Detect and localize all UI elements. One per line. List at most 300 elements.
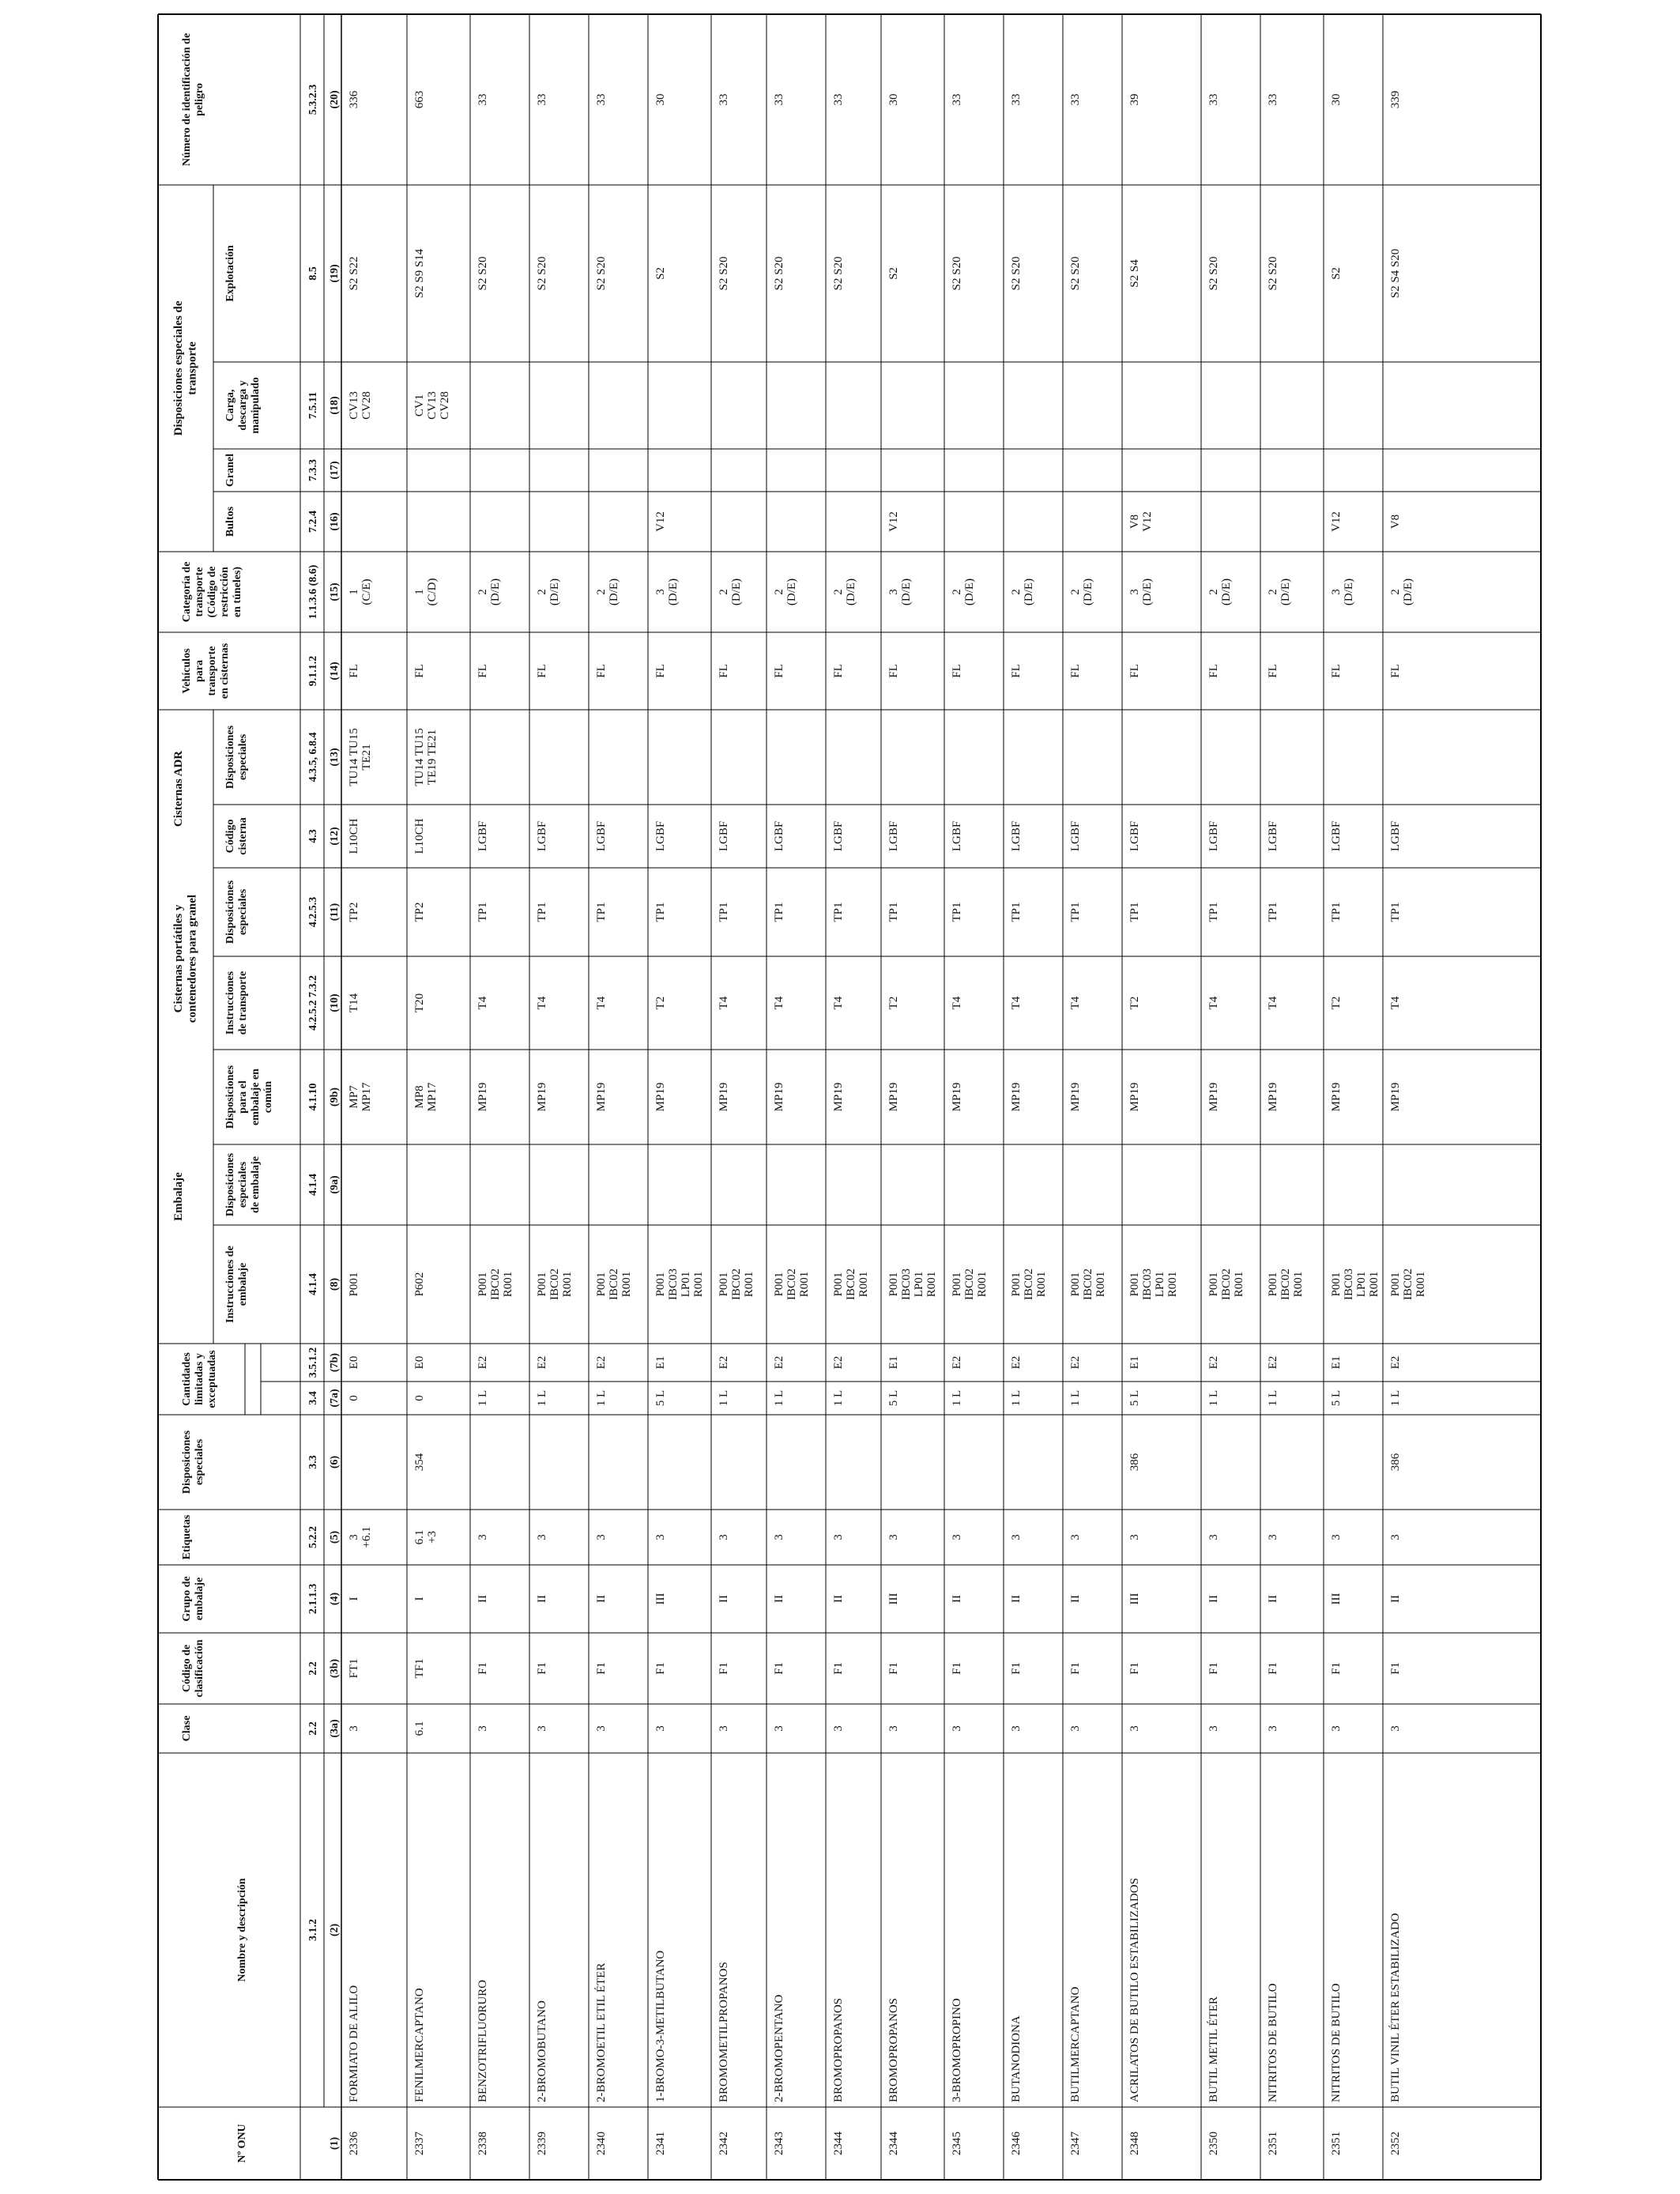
cell-lq: 1 L (595, 1389, 608, 1407)
ref-c19: 8.5 (307, 266, 319, 281)
group-header-disposiciones_transporte: Disposiciones especiales detransporte (172, 300, 199, 436)
cell-codigo: F1 (1267, 1662, 1279, 1675)
cell-cod_cist: LGBF (1389, 820, 1402, 852)
cell-onu: 2344 (832, 2132, 845, 2155)
cell-eq: E1 (887, 1355, 900, 1370)
column-header-c13: Disposicionesespeciales (224, 725, 249, 790)
cell-cod_cist: LGBF (832, 820, 845, 852)
cell-instr_transp: T2 (1128, 996, 1141, 1010)
ref-c15: 1.1.3.6 (8.6) (307, 564, 319, 620)
cell-cod_cist: LGBF (887, 820, 900, 852)
cell-onu: 2342 (718, 2132, 730, 2155)
column-header-c11: Disposicionesespeciales (224, 880, 249, 944)
cell-instr_emb: P001IBC02R001 (951, 1268, 989, 1301)
cell-eq: E2 (718, 1355, 730, 1370)
cell-nombre: BENZOTRIFLUORURO (477, 1979, 489, 2102)
cell-categoria: 2(D/E) (1069, 578, 1094, 606)
cell-instr_emb: P001IBC02R001 (773, 1268, 811, 1301)
cell-instr_emb: P001IBC03LP01R001 (887, 1268, 938, 1301)
cell-disp_cist: TP1 (1207, 902, 1220, 922)
cell-bultos: V8V12 (1128, 511, 1154, 532)
cell-cod_cist: LGBF (654, 820, 667, 852)
cell-explot: S2 S9 S14 (413, 248, 426, 299)
cell-explot: S2 S20 (832, 256, 845, 291)
cell-instr_transp: T20 (413, 993, 426, 1013)
cell-peligro: 33 (773, 93, 785, 106)
column-header-c8: Instrucciones deembalaje (224, 1246, 249, 1323)
ref-c3a: 2.2 (307, 1721, 319, 1736)
column-header-c18: Carga,descarga ymanipulado (224, 377, 262, 434)
ref-c5: 5.2.2 (307, 1526, 319, 1548)
cell-grupo: III (1128, 1593, 1141, 1605)
ref-c14: 9.1.1.2 (307, 655, 319, 687)
ref-c7a: 3.4 (307, 1391, 319, 1405)
cell-onu: 2351 (1267, 2132, 1279, 2155)
colnum-c20: (20) (329, 90, 341, 109)
ref-c16: 7.2.4 (307, 511, 319, 533)
cell-codigo: F1 (654, 1662, 667, 1675)
cell-emb_comun: MP19 (832, 1082, 845, 1112)
cell-emb_comun: MP19 (536, 1082, 548, 1112)
column-header-c15: Categoría detransporte(Código derestricciónen túneles) (181, 561, 243, 623)
cell-explot: S2 (887, 267, 900, 280)
cell-grupo: I (413, 1596, 426, 1601)
cell-emb_comun: MP19 (1010, 1082, 1023, 1112)
column-header-c4: Grupo deembalaje (181, 1576, 205, 1622)
column-header-c1: Nº ONU (236, 2124, 248, 2163)
colnum-c12: (12) (329, 827, 341, 846)
cell-instr_emb: P001IBC02R001 (1207, 1268, 1245, 1301)
ref-c3b: 2.2 (307, 1661, 319, 1676)
group-header-embalaje: Embalaje (172, 1172, 185, 1221)
cell-eq: E2 (536, 1355, 548, 1370)
column-header-c12: Códigocisterna (224, 817, 249, 855)
cell-categoria: 2(D/E) (1010, 578, 1035, 606)
cell-lq: 1 L (951, 1389, 963, 1407)
cell-clase: 3 (1069, 1725, 1082, 1732)
cell-codigo: F1 (477, 1662, 489, 1675)
cell-categoria: 2(D/E) (595, 578, 620, 606)
cell-lq: 1 L (1267, 1389, 1279, 1407)
cell-onu: 2346 (1010, 2132, 1023, 2155)
cell-vehiculos: FL (654, 664, 667, 678)
cell-lq: 1 L (1389, 1389, 1402, 1407)
cell-disp: 386 (1389, 1453, 1402, 1472)
cell-disp_cist: TP1 (654, 902, 667, 922)
cell-grupo: II (773, 1595, 785, 1603)
cell-peligro: 30 (887, 93, 900, 106)
cell-categoria: 2(D/E) (1267, 578, 1292, 606)
cell-onu: 2336 (348, 2132, 360, 2155)
cell-lq: 1 L (477, 1389, 489, 1407)
cell-cod_cist: LGBF (1267, 820, 1279, 852)
cell-vehiculos: FL (951, 664, 963, 678)
cell-peligro: 33 (832, 93, 845, 106)
cell-eq: E2 (1069, 1355, 1082, 1370)
colnum-c17: (17) (329, 461, 341, 480)
cell-codigo: FT1 (348, 1658, 360, 1679)
cell-categoria: 2(D/E) (773, 578, 798, 606)
cell-grupo: II (1389, 1595, 1402, 1603)
cell-instr_transp: T4 (1267, 996, 1279, 1010)
cell-instr_emb: P001IBC02R001 (718, 1268, 755, 1301)
cell-clase: 3 (718, 1725, 730, 1732)
cell-etiquetas: 3 (1267, 1534, 1279, 1540)
cell-nombre: 2-BROMOPENTANO (773, 1994, 785, 2102)
cell-grupo: II (595, 1595, 608, 1603)
cell-instr_transp: T4 (1069, 996, 1082, 1010)
cell-etiquetas: 3+6.1 (348, 1526, 373, 1548)
cell-disp_cist: TP1 (718, 902, 730, 922)
cell-bultos: V12 (887, 511, 900, 532)
cell-clase: 3 (951, 1725, 963, 1732)
cell-grupo: III (1330, 1593, 1343, 1605)
cell-disp_adr: TU14 TU15TE21 (348, 728, 373, 786)
ref-c10: 4.2.5.2 7.3.2 (307, 975, 319, 1031)
cell-emb_comun: MP19 (595, 1082, 608, 1112)
cell-onu: 2345 (951, 2132, 963, 2155)
ref-c9b: 4.1.10 (307, 1083, 319, 1111)
cell-peligro: 33 (718, 93, 730, 106)
cell-onu: 2343 (773, 2132, 785, 2155)
cell-emb_comun: MP19 (1128, 1082, 1141, 1112)
cell-emb_comun: MP19 (477, 1082, 489, 1112)
colnum-c3a: (3a) (329, 1719, 341, 1738)
cell-peligro: 30 (654, 93, 667, 106)
cell-nombre: BROMOMETILPROPANOS (718, 1962, 730, 2102)
cell-emb_comun: MP19 (1389, 1082, 1402, 1112)
cell-disp: 354 (413, 1453, 426, 1472)
cell-onu: 2351 (1330, 2132, 1343, 2155)
cell-codigo: F1 (1069, 1662, 1082, 1675)
cell-disp_cist: TP2 (413, 902, 426, 922)
cell-instr_emb: P001IBC02R001 (477, 1268, 514, 1301)
cell-etiquetas: 3 (1128, 1534, 1141, 1540)
cell-codigo: TF1 (413, 1658, 426, 1679)
cell-categoria: 1(C/E) (348, 579, 373, 605)
cell-nombre: BUTILMERCAPTANO (1069, 1986, 1082, 2102)
cell-explot: S2 S20 (718, 256, 730, 291)
cell-lq: 1 L (718, 1389, 730, 1407)
cell-eq: E1 (1330, 1355, 1343, 1370)
cell-instr_emb: P001 (348, 1272, 360, 1297)
cell-explot: S2 (654, 267, 667, 280)
cell-explot: S2 S20 (1267, 256, 1279, 291)
cell-vehiculos: FL (1389, 664, 1402, 678)
cell-grupo: II (718, 1595, 730, 1603)
cell-disp_cist: TP1 (1010, 902, 1023, 922)
cell-etiquetas: 3 (1389, 1534, 1402, 1540)
cell-lq: 1 L (1069, 1389, 1082, 1407)
cell-categoria: 3(D/E) (1128, 578, 1154, 606)
cell-explot: S2 S20 (477, 256, 489, 291)
cell-instr_transp: T4 (477, 996, 489, 1010)
cell-disp_cist: TP1 (1267, 902, 1279, 922)
cell-emb_comun: MP19 (1207, 1082, 1220, 1112)
cell-categoria: 2(D/E) (1389, 578, 1414, 606)
cell-disp_cist: TP1 (536, 902, 548, 922)
cell-vehiculos: FL (536, 664, 548, 678)
cell-instr_emb: P001IBC02R001 (1267, 1268, 1305, 1301)
cell-codigo: F1 (1330, 1662, 1343, 1675)
cell-categoria: 2(D/E) (1207, 578, 1233, 606)
cell-categoria: 3(D/E) (1330, 578, 1355, 606)
cell-bultos: V12 (1330, 511, 1343, 532)
cell-peligro: 33 (1207, 93, 1220, 106)
cell-grupo: II (1267, 1595, 1279, 1603)
cell-cod_cist: LGBF (1330, 820, 1343, 852)
cell-instr_transp: T4 (536, 996, 548, 1010)
cell-bultos: V8 (1389, 514, 1402, 530)
cell-grupo: II (832, 1595, 845, 1603)
cell-eq: E2 (595, 1355, 608, 1370)
cell-codigo: F1 (595, 1662, 608, 1675)
cell-clase: 3 (477, 1725, 489, 1732)
cell-instr_transp: T4 (773, 996, 785, 1010)
cell-codigo: F1 (718, 1662, 730, 1675)
cell-vehiculos: FL (477, 664, 489, 678)
cell-categoria: 2(D/E) (536, 578, 561, 606)
cell-clase: 3 (1267, 1725, 1279, 1732)
ref-c11: 4.2.5.3 (307, 896, 319, 928)
cell-clase: 3 (832, 1725, 845, 1732)
cell-instr_transp: T2 (654, 996, 667, 1010)
column-header-c20: Número de identificación depeligro (181, 32, 205, 167)
cell-vehiculos: FL (1267, 664, 1279, 678)
cell-nombre: ACRILATOS DE BUTILO ESTABILIZADOS (1128, 1878, 1141, 2102)
cell-lq: 1 L (1207, 1389, 1220, 1407)
cell-nombre: BUTANODIONA (1010, 2015, 1023, 2102)
cell-lq: 1 L (536, 1389, 548, 1407)
cell-peligro: 339 (1389, 90, 1402, 109)
ref-c12: 4.3 (307, 829, 319, 843)
colnum-c9a: (9a) (329, 1175, 341, 1194)
cell-categoria: 2(D/E) (477, 578, 502, 606)
cell-eq: E0 (413, 1355, 426, 1370)
cell-onu: 2339 (536, 2132, 548, 2155)
cell-grupo: II (1207, 1595, 1220, 1603)
cell-peligro: 33 (1069, 93, 1082, 106)
cell-clase: 3 (654, 1725, 667, 1732)
column-header-c2: Nombre y descripción (236, 1878, 248, 1982)
cell-instr_emb: P001IBC03LP01R001 (654, 1268, 705, 1301)
cell-clase: 3 (1207, 1725, 1220, 1732)
cell-cod_cist: LGBF (1069, 820, 1082, 852)
cell-codigo: F1 (1207, 1662, 1220, 1675)
cell-lq: 0 (348, 1395, 360, 1401)
column-header-c6: Disposicionesespeciales (181, 1430, 205, 1495)
cell-nombre: 2-BROMOBUTANO (536, 2000, 548, 2102)
colnum-c15: (15) (329, 582, 341, 601)
cell-etiquetas: 3 (536, 1534, 548, 1540)
colnum-c14: (14) (329, 662, 341, 680)
cell-bultos: V12 (654, 511, 667, 532)
cell-peligro: 39 (1128, 93, 1141, 106)
cell-peligro: 33 (1267, 93, 1279, 106)
cell-nombre: 2-BROMOETIL ETIL ÉTER (595, 1962, 608, 2102)
column-header-c3a: Clase (181, 1715, 193, 1742)
cell-categoria: 3(D/E) (887, 578, 913, 606)
cell-explot: S2 S4 S20 (1389, 248, 1402, 299)
column-header-c19: Explotación (224, 245, 236, 302)
cell-cod_cist: LGBF (951, 820, 963, 852)
colnum-c11: (11) (329, 903, 341, 922)
cell-onu: 2347 (1069, 2132, 1082, 2155)
column-header-c14: Vehículosparatransporteen cisternas (181, 643, 231, 699)
cell-etiquetas: 3 (951, 1534, 963, 1540)
cell-vehiculos: FL (413, 664, 426, 678)
cell-onu: 2340 (595, 2132, 608, 2155)
cell-disp_cist: TP1 (477, 902, 489, 922)
cell-etiquetas: 3 (773, 1534, 785, 1540)
cell-disp_cist: TP1 (1389, 902, 1402, 922)
cell-etiquetas: 3 (887, 1534, 900, 1540)
cell-explot: S2 S20 (1010, 256, 1023, 291)
cell-carga: CV1CV13CV28 (413, 391, 451, 420)
cell-instr_emb: P001IBC02R001 (1069, 1268, 1107, 1301)
colnum-c10: (10) (329, 993, 341, 1012)
cell-clase: 3 (595, 1725, 608, 1732)
cell-lq: 5 L (1330, 1389, 1343, 1407)
cell-explot: S2 (1330, 267, 1343, 280)
ref-c2: 3.1.2 (307, 1919, 319, 1941)
cell-emb_comun: MP19 (1069, 1082, 1082, 1112)
cell-cod_cist: LGBF (1010, 820, 1023, 852)
cell-clase: 3 (348, 1725, 360, 1732)
ref-c9a: 4.1.4 (307, 1174, 319, 1196)
cell-codigo: F1 (832, 1662, 845, 1675)
cell-etiquetas: 3 (718, 1534, 730, 1540)
cell-vehiculos: FL (773, 664, 785, 678)
cell-eq: E2 (1207, 1355, 1220, 1370)
cell-lq: 5 L (1128, 1389, 1141, 1407)
cell-cod_cist: LGBF (773, 820, 785, 852)
cell-disp_cist: TP1 (1330, 902, 1343, 922)
cell-peligro: 33 (1010, 93, 1023, 106)
cell-lq: 1 L (1010, 1389, 1023, 1407)
cell-disp_cist: TP1 (773, 902, 785, 922)
colnum-c18: (18) (329, 396, 341, 415)
ref-c4: 2.1.1.3 (307, 1583, 319, 1615)
cell-clase: 3 (536, 1725, 548, 1732)
cell-grupo: I (348, 1596, 360, 1601)
cell-emb_comun: MP19 (1330, 1082, 1343, 1112)
cell-peligro: 33 (477, 93, 489, 106)
cell-peligro: 33 (536, 93, 548, 106)
colnum-c4: (4) (329, 1592, 341, 1606)
cell-eq: E1 (654, 1355, 667, 1370)
cell-grupo: III (654, 1593, 667, 1605)
cell-vehiculos: FL (1010, 664, 1023, 678)
cell-emb_comun: MP19 (654, 1082, 667, 1112)
cell-nombre: FENILMERCAPTANO (413, 1988, 426, 2102)
cell-lq: 0 (413, 1395, 426, 1401)
column-header-c7: Cantidadeslimitadas yexceptuadas (181, 1350, 218, 1408)
cell-eq: E2 (1389, 1355, 1402, 1370)
cell-instr_emb: P001IBC02R001 (1010, 1268, 1048, 1301)
colnum-c13: (13) (329, 748, 341, 767)
cell-etiquetas: 3 (1330, 1534, 1343, 1540)
cell-onu: 2350 (1207, 2132, 1220, 2155)
cell-cod_cist: LGBF (595, 820, 608, 852)
cell-categoria: 2(D/E) (951, 578, 976, 606)
column-header-c5: Etiquetas (181, 1514, 193, 1560)
cell-nombre: NITRITOS DE BUTILO (1267, 1983, 1279, 2102)
cell-instr_emb: P001IBC03LP01R001 (1128, 1268, 1179, 1301)
cell-clase: 3 (773, 1725, 785, 1732)
cell-eq: E2 (773, 1355, 785, 1370)
cell-instr_emb: P602 (413, 1272, 426, 1297)
column-header-c3b: Código declasificación (181, 1639, 205, 1698)
cell-grupo: II (1010, 1595, 1023, 1603)
cell-etiquetas: 3 (1207, 1534, 1220, 1540)
cell-instr_emb: P001IBC02R001 (832, 1268, 870, 1301)
cell-eq: E2 (1267, 1355, 1279, 1370)
cell-emb_comun: MP7MP17 (348, 1082, 373, 1112)
colnum-c16: (16) (329, 512, 341, 531)
cell-explot: S2 S4 (1128, 259, 1141, 288)
cell-peligro: 663 (413, 90, 426, 109)
cell-cod_cist: LGBF (536, 820, 548, 852)
cell-instr_transp: T4 (1207, 996, 1220, 1010)
cell-carga: CV13CV28 (348, 391, 373, 420)
cell-peligro: 33 (595, 93, 608, 106)
cell-nombre: FORMIATO DE ALILO (348, 1985, 360, 2102)
cell-eq: E0 (348, 1355, 360, 1370)
cell-emb_comun: MP19 (718, 1082, 730, 1112)
cell-codigo: F1 (773, 1662, 785, 1675)
colnum-c9b: (9b) (329, 1087, 341, 1107)
cell-vehiculos: FL (832, 664, 845, 678)
cell-categoria: 1(C/D) (413, 578, 439, 606)
cell-clase: 6.1 (413, 1721, 426, 1736)
column-header-c10: Instruccionesde transporte (224, 971, 249, 1035)
cell-instr_transp: T4 (718, 996, 730, 1010)
cell-vehiculos: FL (1207, 664, 1220, 678)
cell-nombre: NITRITOS DE BUTILO (1330, 1983, 1343, 2102)
cell-instr_transp: T2 (887, 996, 900, 1010)
cell-emb_comun: MP19 (951, 1082, 963, 1112)
colnum-c5: (5) (329, 1530, 341, 1544)
cell-emb_comun: MP19 (1267, 1082, 1279, 1112)
cell-disp_cist: TP1 (1128, 902, 1141, 922)
ref-c18: 7.5.11 (307, 391, 319, 420)
cell-onu: 2348 (1128, 2132, 1141, 2155)
cell-codigo: F1 (1010, 1662, 1023, 1675)
cell-explot: S2 S20 (773, 256, 785, 291)
cell-peligro: 30 (1330, 93, 1343, 106)
cell-clase: 3 (1128, 1725, 1141, 1732)
cell-lq: 1 L (773, 1389, 785, 1407)
column-header-c17: Granel (224, 454, 236, 487)
cell-eq: E1 (1128, 1355, 1141, 1370)
cell-vehiculos: FL (1330, 664, 1343, 678)
cell-instr_transp: T2 (1330, 996, 1343, 1010)
cell-lq: 5 L (887, 1389, 900, 1407)
cell-instr_transp: T4 (1010, 996, 1023, 1010)
cell-eq: E2 (477, 1355, 489, 1370)
cell-clase: 3 (1389, 1725, 1402, 1732)
cell-categoria: 2(D/E) (718, 578, 743, 606)
cell-vehiculos: FL (595, 664, 608, 678)
cell-explot: S2 S20 (536, 256, 548, 291)
colnum-c1: (1) (329, 2136, 341, 2151)
cell-etiquetas: 3 (477, 1534, 489, 1540)
cell-emb_comun: MP8MP17 (413, 1082, 439, 1112)
cell-codigo: F1 (1128, 1662, 1141, 1675)
cell-disp_cist: TP1 (1069, 902, 1082, 922)
cell-onu: 2338 (477, 2132, 489, 2155)
